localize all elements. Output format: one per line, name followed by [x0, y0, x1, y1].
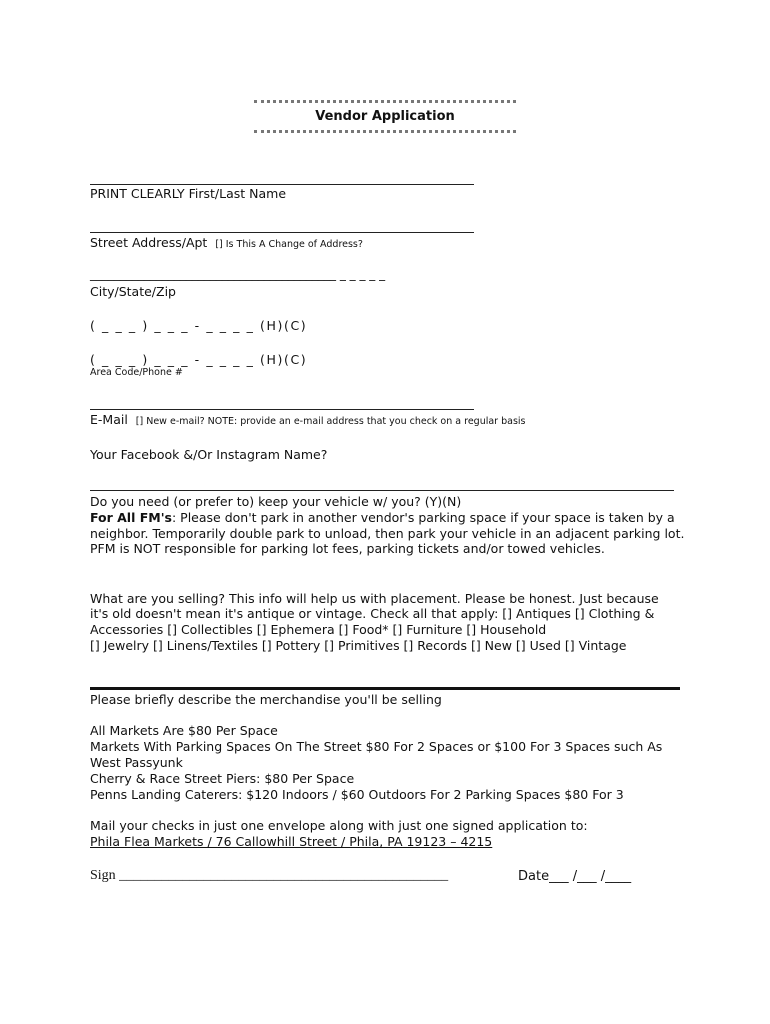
describe-field-line[interactable] — [90, 687, 680, 690]
street-label-row — [90, 235, 363, 250]
mail-instruction: Mail your checks in just one envelope along with just one signed application to: — [90, 818, 588, 833]
page-title: Vendor Application — [315, 109, 455, 124]
pricing-line-2: Markets With Parking Spaces On The Street $80 For 2 Spaces or $100 For 3 Spaces such As — [90, 739, 663, 754]
signature-field[interactable]: Sign _______________________________________________ — [90, 868, 449, 883]
city-field-line[interactable]: _________________________________________ _ _ _ _ _ — [90, 267, 386, 281]
social-field-line[interactable] — [90, 490, 674, 491]
date-field[interactable]: Date___ /___ /____ — [518, 869, 632, 884]
pricing-line-1: All Markets Are $80 Per Space — [90, 723, 278, 738]
email-label-row — [90, 412, 526, 427]
parking-notice-heading: For All FM's — [90, 510, 172, 525]
email-label: E-Mail — [90, 412, 128, 427]
selling-line-4: [] Jewelry [] Linens/Textiles [] Pottery [] Primitives [] Records [] New [] Used [] Vintage — [90, 638, 627, 653]
email-field-line[interactable] — [90, 409, 474, 410]
mail-address: Phila Flea Markets / 76 Callowhill Street / Phila, PA 19123 – 4215 — [90, 834, 493, 849]
parking-notice-text: : Please don't park in another vendor's parking space if your space is taken by a neighbor. Temporarily double park to unload, then park your vehicle in an adjacent parking lot. PFM is NOT responsible for parking lot fees, parking tickets and/or towed vehicles. — [90, 510, 685, 557]
selling-line-1: What are you selling? This info will help us with placement. Please be honest. Just because — [90, 591, 659, 606]
change-address-checkbox[interactable]: [] Is This A Change of Address? — [215, 239, 363, 250]
selling-line-3: Accessories [] Collectibles [] Ephemera [] Food* [] Furniture [] Household — [90, 622, 547, 637]
pricing-line-5: Penns Landing Caterers: $120 Indoors / $60 Outdoors For 2 Parking Spaces $80 For 3 — [90, 787, 624, 802]
social-label: Your Facebook &/Or Instagram Name? — [90, 447, 328, 462]
selling-line-2: it's old doesn't mean it's antique or vintage. Check all that apply: [] Antiques [] Clothing & — [90, 606, 655, 621]
phone-caption: Area Code/Phone # — [90, 367, 183, 378]
street-field-line[interactable] — [90, 232, 474, 233]
name-label: PRINT CLEARLY First/Last Name — [90, 186, 287, 201]
city-label: City/State/Zip — [90, 284, 176, 299]
title-dotted-border-bottom — [254, 130, 516, 133]
phone-field-2[interactable]: ( _ _ _ ) _ _ _ - _ _ _ _ (H)(C) — [90, 352, 308, 367]
pricing-line-3: West Passyunk — [90, 755, 183, 770]
street-label: Street Address/Apt — [90, 235, 208, 250]
describe-label: Please briefly describe the merchandise you'll be selling — [90, 692, 442, 707]
new-email-checkbox[interactable]: [] New e-mail? NOTE: provide an e-mail address that you check on a regular basis — [135, 416, 526, 427]
title-dotted-border-top — [254, 100, 516, 103]
vehicle-question: Do you need (or prefer to) keep your vehicle w/ you? (Y)(N) — [90, 494, 462, 509]
phone-field-1[interactable]: ( _ _ _ ) _ _ _ - _ _ _ _ (H)(C) — [90, 318, 308, 333]
parking-notice — [90, 510, 690, 557]
pricing-line-4: Cherry & Race Street Piers: $80 Per Space — [90, 771, 355, 786]
name-field-line[interactable] — [90, 184, 474, 185]
